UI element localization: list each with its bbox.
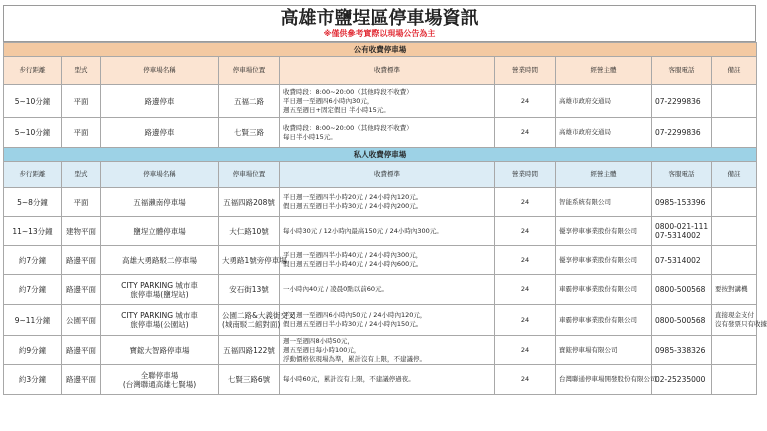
cell-line: CITY PARKING 城市車: [121, 280, 198, 290]
hours-cell: 24: [495, 305, 556, 336]
operator-cell: 車霸停車事業股份有限公司: [556, 305, 652, 336]
column-header: 客服電話: [652, 162, 712, 188]
type-cell: 路邊平面: [62, 336, 101, 365]
note-cell: [712, 85, 757, 118]
fee-cell: [280, 217, 495, 246]
table-row: [4, 217, 757, 246]
name-cell: [101, 217, 219, 246]
cell-line: 一小時內40元 / 凌晨0點以前60元。: [283, 285, 388, 293]
location-cell: 五福二路: [219, 85, 280, 118]
public_section-header-row: [4, 57, 757, 85]
note-cell: [712, 336, 757, 365]
distance-cell: 5~10分鐘: [4, 118, 62, 148]
name-cell: [101, 275, 219, 305]
cell-line: 每小時60元，累計沒有上限，不建議停過夜。: [283, 375, 415, 383]
name-cell: [101, 365, 219, 395]
column-header: 客服電話: [652, 57, 712, 85]
cell-line: 收費時段：8:00~20:00（其他時段不收費）: [283, 123, 413, 132]
type-cell: 平面: [62, 85, 101, 118]
table-row: [4, 305, 757, 336]
type-cell: 路邊平面: [62, 365, 101, 395]
hours-cell: 24: [495, 365, 556, 395]
location-cell: [219, 188, 280, 217]
table-row: [4, 188, 757, 217]
type-cell: 路邊平面: [62, 275, 101, 305]
location-cell: [219, 336, 280, 365]
cell-line: 週五至週日+固定假日 半小時15元。: [283, 105, 390, 114]
name-cell: [101, 188, 219, 217]
cell-line: 02-25235000: [655, 375, 706, 384]
cell-line: 五福四路122號: [223, 345, 275, 355]
distance-cell: 11~13分鐘: [4, 217, 62, 246]
cell-line: 鹽埕立體停車場: [133, 226, 186, 236]
cell-line: (台灣聯通高雄七賢場): [122, 379, 197, 389]
phone-cell: [652, 305, 712, 336]
cell-line: 07-5314002: [655, 231, 701, 240]
cell-line: 0985-338326: [655, 345, 706, 355]
cell-line: 假日週五至週日半小時40元 / 24小時內600元。: [283, 260, 423, 268]
cell-line: 寶鋐大智路停車場: [129, 345, 190, 355]
column-header: 停車場位置: [219, 57, 280, 85]
cell-line: 沒有發票只有收據: [715, 320, 767, 328]
table-row: [4, 85, 757, 118]
cell-line: 五福瀨南停車場: [133, 197, 186, 207]
cell-line: 直接現金支付: [715, 311, 754, 319]
cell-line: 0985-153396: [655, 197, 706, 207]
name-cell: 路邊停車: [101, 85, 219, 118]
cell-line: 週五至週日每小時100元，: [283, 345, 361, 354]
fee-cell: [280, 336, 495, 365]
cell-line: 大仁路10號: [229, 226, 269, 236]
cell-line: CITY PARKING 城市車: [121, 311, 198, 320]
parking-table: [3, 42, 767, 395]
fee-cell: [280, 305, 495, 336]
location-cell: 七賢三路: [219, 118, 280, 148]
cell-line: 假日週五至週日半小時30元 / 24小時內200元。: [283, 202, 423, 210]
column-header: 收費標準: [280, 57, 495, 85]
note-cell: [712, 275, 757, 305]
cell-line: 收費時段：8:00~20:00（其他時段不收費）: [283, 87, 413, 96]
column-header: 備註: [712, 162, 757, 188]
operator-cell: 智能系統有限公司: [556, 188, 652, 217]
cell-line: 七賢三路6號: [227, 375, 271, 384]
cell-line: (城南駁二館對面): [222, 320, 281, 329]
column-header: 經營主體: [556, 162, 652, 188]
name-cell: [101, 305, 219, 336]
note-cell: [712, 365, 757, 395]
distance-cell: 約7分鐘: [4, 275, 62, 305]
cell-line: 旅停車場(鹽埕站): [130, 289, 189, 299]
phone-cell: [652, 188, 712, 217]
public_section-title-row: [4, 43, 757, 57]
note-cell: [712, 217, 757, 246]
fee-cell: [280, 188, 495, 217]
operator-cell: 寶鋐停車場有限公司: [556, 336, 652, 365]
type-cell: 平面: [62, 118, 101, 148]
phone-cell: 07-2299836: [652, 85, 712, 118]
operator-cell: 高雄市政府交通局: [556, 85, 652, 118]
table-row: [4, 275, 757, 305]
column-header: 停車場名稱: [101, 162, 219, 188]
cell-line: 大勇路1號旁停車場: [222, 255, 287, 265]
name-cell: [101, 246, 219, 275]
private_section-header-row: [4, 162, 757, 188]
fee-cell: [280, 118, 495, 148]
location-cell: [219, 217, 280, 246]
column-header: 經營主體: [556, 57, 652, 85]
note-cell: [712, 118, 757, 148]
cell-line: 0800-500568: [655, 315, 706, 325]
cell-line: 平日週一至週四半小時40元 / 24小時內300元，: [283, 251, 423, 259]
hours-cell: 24: [495, 118, 556, 148]
distance-cell: 5~8分鐘: [4, 188, 62, 217]
operator-cell: 台灣聯通停車場開發股份有限公司: [556, 365, 652, 395]
distance-cell: 9~11分鐘: [4, 305, 62, 336]
cell-line: 平日週一至週四半小時20元 / 24小時內120元。: [283, 193, 423, 201]
hours-cell: 24: [495, 217, 556, 246]
phone-cell: [652, 336, 712, 365]
operator-cell: 高雄市政府交通局: [556, 118, 652, 148]
note-cell: [712, 305, 767, 336]
fee-cell: [280, 365, 495, 395]
cell-line: 高雄大勇路駁二停車場: [122, 255, 197, 265]
phone-cell: [652, 217, 712, 246]
distance-cell: 約3分鐘: [4, 365, 62, 395]
phone-cell: [652, 365, 712, 395]
fee-cell: [280, 85, 495, 118]
cell-line: 安石街13號: [229, 285, 269, 294]
parking-info-sheet: [3, 5, 767, 428]
cell-line: 平日週一至週四6小時內30元，: [283, 96, 374, 105]
fee-cell: [280, 246, 495, 275]
operator-cell: 優享停車事業股份有限公司: [556, 246, 652, 275]
table-row: [4, 336, 757, 365]
note-cell: [712, 188, 757, 217]
column-header: 收費標準: [280, 162, 495, 188]
column-header: 營業時間: [495, 162, 556, 188]
cell-line: 五福四路208號: [223, 197, 275, 207]
table-row: [4, 365, 757, 395]
column-header: 營業時間: [495, 57, 556, 85]
title-box: [3, 5, 756, 42]
name-cell: [101, 336, 219, 365]
cell-line: 平日週一至週四6小時內50元 / 24小時內120元，: [283, 311, 427, 319]
hours-cell: 24: [495, 246, 556, 275]
operator-cell: 車霸停車事業股份有限公司: [556, 275, 652, 305]
column-header: 備註: [712, 57, 757, 85]
column-header: 停車場名稱: [101, 57, 219, 85]
location-cell: [219, 246, 287, 275]
type-cell: 平面: [62, 188, 101, 217]
cell-line: 公園二路&大義街交叉: [222, 311, 296, 320]
location-cell: [219, 305, 296, 336]
cell-line: 每小時30元 / 12小時內最高150元 / 24小時內300元。: [283, 226, 443, 235]
cell-line: 每日半小時15元。: [283, 132, 337, 141]
fee-cell: [280, 275, 495, 305]
column-header: 型式: [62, 162, 101, 188]
hours-cell: 24: [495, 336, 556, 365]
phone-cell: [652, 246, 712, 275]
phone-cell: 07-2299836: [652, 118, 712, 148]
note-cell: [712, 246, 757, 275]
cell-line: 旅停車場(公園站): [130, 320, 189, 329]
type-cell: 路邊平面: [62, 246, 101, 275]
cell-line: 浮動價格依現場為準，累計沒有上限，不建議停。: [283, 354, 426, 363]
cell-line: 07-5314002: [655, 255, 701, 265]
column-header: 步行距離: [4, 57, 62, 85]
type-cell: 公園平面: [62, 305, 101, 336]
hours-cell: 24: [495, 275, 556, 305]
cell-line: 週一至週四8小時50元，: [283, 336, 354, 345]
cell-line: 假日週五至週日半小時30元 / 24小時內150元。: [283, 320, 423, 328]
type-cell: 建物平面: [62, 217, 101, 246]
section-title: 公有收費停車場: [4, 43, 757, 57]
phone-cell: [652, 275, 712, 305]
location-cell: [219, 275, 280, 305]
cell-line: 全聯停車場: [140, 370, 179, 380]
column-header: 步行距離: [4, 162, 62, 188]
name-cell: 路邊停車: [101, 118, 219, 148]
cell-line: 0800-500568: [655, 285, 706, 294]
distance-cell: 5~10分鐘: [4, 85, 62, 118]
page-subtitle: ※僅供參考實際以現場公告為主: [323, 29, 436, 38]
distance-cell: 約9分鐘: [4, 336, 62, 365]
cell-line: 0800-021-111: [655, 222, 709, 231]
page-title: 高雄市鹽埕區停車場資訊: [280, 8, 479, 29]
location-cell: [219, 365, 280, 395]
private_section-title-row: [4, 148, 757, 162]
distance-cell: 約7分鐘: [4, 246, 62, 275]
hours-cell: 24: [495, 85, 556, 118]
table-row: [4, 118, 757, 148]
cell-line: 要按對講機: [715, 285, 748, 293]
operator-cell: 優享停車事業股份有限公司: [556, 217, 652, 246]
table-row: [4, 246, 757, 275]
column-header: 停車場位置: [219, 162, 280, 188]
section-title: 私人收費停車場: [4, 148, 757, 162]
hours-cell: 24: [495, 188, 556, 217]
column-header: 型式: [62, 57, 101, 85]
